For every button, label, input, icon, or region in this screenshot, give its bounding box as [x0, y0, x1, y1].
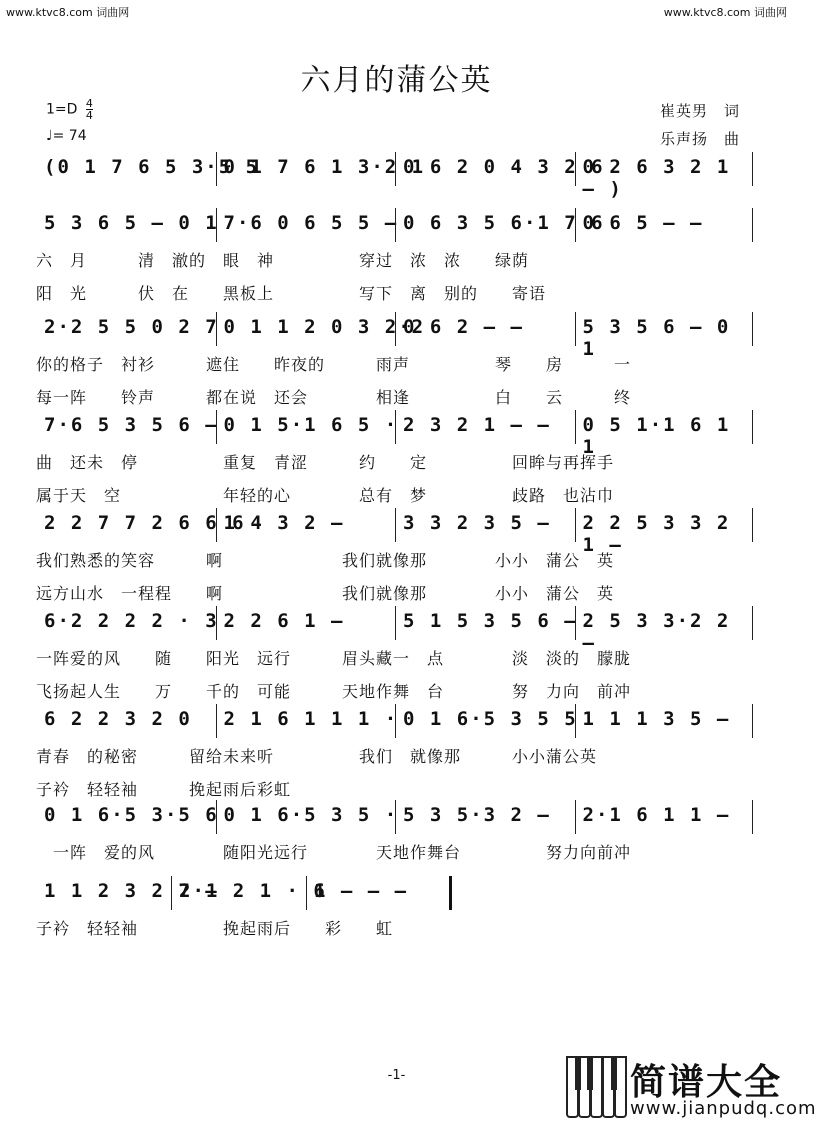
bar-line [216, 312, 217, 346]
bar-line [216, 606, 217, 640]
measure: 2 2 5 3 3 2 1 – [582, 512, 731, 556]
measure: 0 1 6·5 3·5 6 [44, 804, 219, 826]
notation-line [36, 800, 754, 836]
measure: 2 3 2 1 – – [403, 414, 551, 436]
bar-line [575, 152, 576, 186]
lyric-line: 飞扬起人生 万 千的 可能 天地作舞 台 努 力向 前冲 [36, 682, 632, 701]
bar-line [395, 800, 396, 834]
notation-line [36, 704, 754, 740]
bar-line [395, 704, 396, 738]
site-watermark-right: www.ktvc8.com 词曲网 [663, 6, 787, 19]
bar-line [752, 800, 753, 834]
bar-line [216, 800, 217, 834]
composer-credit: 乐声扬 曲 [660, 130, 741, 148]
quarter-note-icon: ♩ [46, 128, 53, 144]
lyric-line: 一阵爱的风 随 阳光 远行 眉头藏一 点 淡 淡的 朦胧 [36, 649, 632, 668]
notation-line [36, 152, 754, 200]
measure: 0 2 6 3 2 1 – ) [582, 156, 731, 200]
bar-line [752, 152, 753, 186]
measure: 5 1 5 3 5 6 – [403, 610, 578, 632]
bar-line [575, 704, 576, 738]
time-signature [86, 98, 93, 121]
bar-line [216, 208, 217, 242]
measure: 5 3 5 6 – 0 1 [582, 316, 731, 360]
bar-line [171, 876, 172, 910]
lyric-line: 六 月 清 澈的 眼 神 穿过 浓 浓 绿荫 [36, 251, 530, 270]
final-bar-line [449, 876, 452, 910]
tempo-value: = 74 [52, 128, 87, 144]
lyric-line: 青春 的秘密 留给未来听 我们 就像那 小小蒲公英 [36, 747, 598, 766]
measure: 0 1 7 6 1 3·2 1 [223, 156, 426, 178]
measure: 1 1 2 3 2 7 – [44, 880, 219, 902]
lyric-line: 每一阵 铃声 都在说 还会 相逢 白 云 终 [36, 388, 632, 407]
measure: 0 6 3 5 6·1 7 6 [403, 212, 605, 234]
bar-line [575, 312, 576, 346]
notation-line [36, 208, 754, 244]
bar-line [575, 410, 576, 444]
measure: 0 1 6·5 3 5 5 [403, 708, 578, 730]
bar-line [395, 312, 396, 346]
bar-line [395, 606, 396, 640]
lyric-line: 子衿 轻轻袖 挽起雨后 彩 虹 [36, 919, 394, 938]
bar-line [575, 800, 576, 834]
site-watermark-left: www.ktvc8.com 词曲网 [6, 6, 130, 19]
tempo-marking [46, 128, 87, 144]
bar-line [216, 704, 217, 738]
measure: 1 1 1 3 5 – [582, 708, 731, 730]
measure: 6·2 2 2 2 · 3 [44, 610, 219, 632]
lyricist-credit: 崔英男 词 [660, 102, 741, 120]
bar-line [752, 606, 753, 640]
bar-line [575, 208, 576, 242]
bar-line [752, 312, 753, 346]
bar-line [575, 606, 576, 640]
measure: 2 2 7 7 2 6 6 6 [44, 512, 246, 534]
measure: 0 6 2 – – [403, 316, 524, 338]
bar-line [752, 704, 753, 738]
logo-title: 简谱大全 [630, 1062, 783, 1103]
measure: 2 5 3 3·2 2 – [582, 610, 731, 654]
lyric-line: 我们熟悉的笑容 啊 我们就像那 小小 蒲公 英 [36, 551, 615, 570]
measure: 5 3 6 5 – 0 1 [44, 212, 219, 234]
measure: 2·2 5 5 0 2 7 [44, 316, 219, 338]
bar-line [752, 508, 753, 542]
bar-line [395, 508, 396, 542]
measure: (0 1 7 6 5 3·5 5 [44, 156, 260, 178]
lyric-line: 一阵 爱的风 随阳光远行 天地作舞台 努力向前冲 [36, 843, 632, 862]
measure: 0 6 2 0 4 3 2 6 [403, 156, 605, 178]
lyric-line: 你的格子 衬衫 遮住 昨夜的 雨声 琴 房 一 [36, 355, 632, 374]
lyric-line: 曲 还未 停 重复 青涩 约 定 回眸与再挥手 [36, 453, 615, 472]
bar-line [216, 508, 217, 542]
measure: 2·1 6 1 1 – [582, 804, 731, 826]
time-signature-top: 4 [85, 97, 93, 110]
measure: 3 3 2 3 5 – [403, 512, 551, 534]
lyric-line: 阳 光 伏 在 黑板上 写下 离 别的 寄语 [36, 284, 547, 303]
lyric-line: 子衿 轻轻袖 挽起雨后彩虹 [36, 780, 292, 799]
measure: 1 – – – [314, 880, 409, 902]
site-logo [566, 1050, 817, 1122]
bar-line [575, 508, 576, 542]
measure: 0 6 5 – – [582, 212, 704, 234]
notation-line [36, 410, 754, 458]
key-text: 1=D [46, 101, 78, 118]
bar-line [395, 208, 396, 242]
bar-line [395, 152, 396, 186]
measure: 2·1 2 1 · 6 [179, 880, 327, 902]
bar-line [306, 876, 307, 910]
bar-line [395, 410, 396, 444]
notation-line [36, 312, 754, 360]
logo-url: www.jianpudq.com [630, 1098, 817, 1119]
measure: 5 3 5·3 2 – [403, 804, 551, 826]
measure: 1 4 3 2 – [223, 512, 345, 534]
song-title: 六月的蒲公英 [300, 63, 493, 98]
measure: 0 1 5·1 6 5 · [223, 414, 399, 436]
bar-line [752, 208, 753, 242]
measure: 0 5 1·1 6 1 1 [582, 414, 731, 458]
key-signature [46, 98, 93, 121]
measure: 2 1 6 1 1 1 · [223, 708, 399, 730]
piano-keys-icon [566, 1056, 624, 1114]
bar-line [752, 410, 753, 444]
bar-line [216, 410, 217, 444]
notation-line [36, 508, 754, 556]
bar-line [216, 152, 217, 186]
measure: 7·6 5 3 5 6 – [44, 414, 219, 436]
measure: 0 1 6·5 3 5 · [223, 804, 399, 826]
time-signature-bottom: 4 [85, 109, 93, 122]
measure: 7·6 0 6 5 5 – [223, 212, 399, 234]
notation-line [36, 876, 754, 912]
lyric-line: 属于天 空 年轻的心 总有 梦 歧路 也沾巾 [36, 486, 615, 505]
notation-line [36, 606, 754, 654]
measure: 0 1 1 2 0 3 2·2 [223, 316, 426, 338]
measure: 6 2 2 3 2 0 [44, 708, 192, 730]
measure: 2 2 6 1 – [223, 610, 345, 632]
page-number: -1- [387, 1068, 406, 1083]
lyric-line: 远方山水 一程程 啊 我们就像那 小小 蒲公 英 [36, 584, 615, 603]
